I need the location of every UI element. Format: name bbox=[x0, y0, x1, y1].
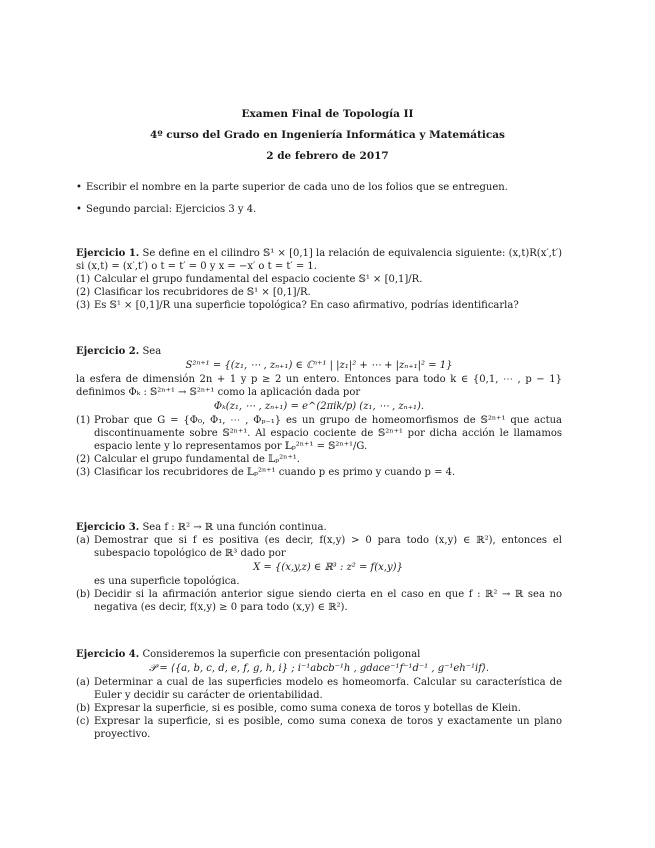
exercise-3-item-a: (a) Demostrar que si f es positiva (es decir, f(x,y) > 0 para todo (x,y) ∈ ℝ²), entonces el subespacio topológico de ℝ³ dado por X = {(x,y,z) ∈ ℝ³ : z² = f(x,y)} es una superficie topológica. bbox=[76, 535, 562, 587]
exercise-4-intro: Ejercicio 4. Consideremos la superficie con presentación poligonal bbox=[76, 649, 421, 660]
exam-date: 2 de febrero de 2017 bbox=[266, 150, 389, 162]
exercise-3-intro: Ejercicio 3. Sea f : ℝ² → ℝ una función continua. bbox=[76, 522, 327, 533]
instruction-1: • Escribir el nombre en la parte superior de cada uno de los folios que se entreguen. bbox=[76, 182, 508, 193]
exercise-2-text: la esfera de dimensión 2n + 1 y p ≥ 2 un entero. Entonces para todo k ∈ {0,1, ⋯ , p − 1} definimos Φₖ : 𝕊²ⁿ⁺¹ → 𝕊²ⁿ⁺¹ como la aplicación dada por bbox=[76, 374, 562, 398]
bullet-icon: • bbox=[76, 182, 82, 193]
course-line: 4º curso del Grado en Ingeniería Informática y Matemáticas bbox=[150, 129, 505, 141]
exercise-1-item: (3) Es 𝕊¹ × [0,1]/R una superficie topológica? En caso afirmativo, podrías identificarla? bbox=[76, 300, 519, 311]
exercise-1-item: (2) Clasificar los recubridores de 𝕊¹ × [0,1]/R. bbox=[76, 287, 311, 298]
exercise-3-item-b: (b) Decidir si la afirmación anterior sigue siendo cierta en el caso en que f : ℝ² → ℝ sea no negativa (es decir, f(x,y) ≥ 0 para todo (x,y) ∈ ℝ²). bbox=[76, 589, 562, 613]
exercise-2-intro: Ejercicio 2. Sea bbox=[76, 346, 162, 357]
exercise-2-item: (2) Calcular el grupo fundamental de 𝕃ₚ²ⁿ⁺¹. bbox=[76, 454, 300, 465]
bullet-icon: • bbox=[76, 204, 82, 215]
exercise-4-item: (b) Expresar la superficie, si es posible, como suma conexa de toros y botellas de Klein. bbox=[76, 703, 521, 714]
exercise-2 bbox=[76, 345, 562, 479]
phi-formula: Φₖ(z₁, ⋯ , zₙ₊₁) = e^(2πik/p) (z₁, ⋯ , zₙ₊₁). bbox=[213, 401, 425, 412]
exercise-4-item: (c) Expresar la superficie, si es posible, como suma conexa de toros y exactamente un plano proyectivo. bbox=[76, 716, 562, 740]
exercise-4 bbox=[76, 648, 562, 741]
exam-title: Examen Final de Topología II bbox=[241, 108, 414, 120]
presentation-formula: 𝒫 = ⟨{a, b, c, d, e, f, g, h, i} ; i⁻¹abcb⁻¹h , gdace⁻¹f⁻¹d⁻¹ , g⁻¹eh⁻¹if⟩. bbox=[148, 663, 490, 674]
exercise-3 bbox=[76, 521, 562, 614]
exercise-2-item: (3) Clasificar los recubridores de 𝕃ₚ²ⁿ⁺¹ cuando p es primo y cuando p = 4. bbox=[76, 467, 456, 478]
exercise-4-item: (a) Determinar a cual de las superficies modelo es homeomorfa. Calcular su característica de Euler y decidir su carácter de orientabilidad. bbox=[76, 677, 562, 701]
instruction-2: • Segundo parcial: Ejercicios 3 y 4. bbox=[76, 204, 257, 215]
exercise-2-item: (1) Probar que G = {Φ₀, Φ₁, ⋯ , Φₚ₋₁} es un grupo de homeomorfismos de 𝕊²ⁿ⁺¹ que actua discontinuamente sobre 𝕊²ⁿ⁺¹. Al espacio cociente de 𝕊²ⁿ⁺¹ por dicha acción le llamamos espacio lente y lo representamos por 𝕃ₚ²ⁿ⁺¹ = 𝕊²ⁿ⁺¹/G. bbox=[76, 415, 562, 452]
surface-formula: X = {(x,y,z) ∈ ℝ³ : z² = f(x,y)} bbox=[253, 562, 403, 573]
exercise-1-intro: Ejercicio 1. Se define en el cilindro 𝕊¹ × [0,1] la relación de equivalencia siguiente: (x,t)R(x′,t′) si (x,t) = (x′,t′) o t = t′ = 0 y x = −x′ o t = t′ = 1. bbox=[76, 248, 562, 272]
exercise-1 bbox=[76, 247, 562, 312]
sphere-formula: S²ⁿ⁺¹ = {(z₁, ⋯ , zₙ₊₁) ∈ ℂⁿ⁺¹ | |z₁|² + ⋯ + |zₙ₊₁|² = 1} bbox=[185, 360, 453, 371]
exercise-1-item: (1) Calcular el grupo fundamental del espacio cociente 𝕊¹ × [0,1]/R. bbox=[76, 274, 423, 285]
